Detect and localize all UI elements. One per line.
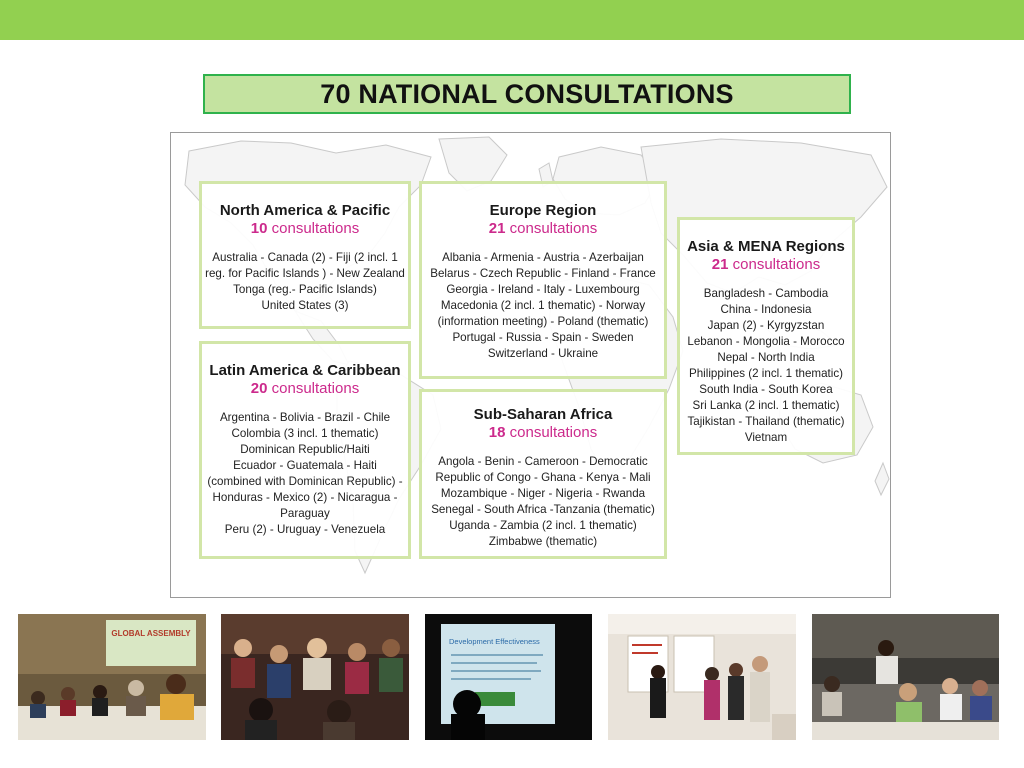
slide-title-box <box>203 74 851 114</box>
count-number: 18 <box>488 424 506 441</box>
country-line: Senegal - South Africa -Tanzania (thematic) <box>431 503 655 516</box>
region-count <box>422 220 664 238</box>
photo-flipchart-session <box>608 614 796 740</box>
country-line: Georgia - Ireland - Italy - Luxembourg <box>446 283 640 296</box>
region-count <box>202 220 408 238</box>
country-line: Australia - Canada (2) - Fiji (2 incl. 1 <box>212 251 398 264</box>
country-line: (combined with Dominican Republic) - <box>207 475 403 488</box>
country-line: Lebanon - Mongolia - Morocco <box>687 335 845 348</box>
count-number: 20 <box>250 380 268 397</box>
count-suffix: consultations <box>505 424 598 441</box>
photo-panel-discussion <box>18 614 206 740</box>
country-line: Portugal - Russia - Spain - Sweden <box>452 331 634 344</box>
country-line: Ecuador - Guatemala - Haiti <box>233 459 377 472</box>
country-list <box>202 250 408 314</box>
count-suffix: consultations <box>728 256 821 273</box>
region-name: Latin America & Caribbean <box>209 362 401 379</box>
region-europe <box>419 181 667 379</box>
region-name: Asia & MENA Regions <box>687 238 845 255</box>
country-line: Japan (2) - Kyrgyzstan <box>707 319 825 332</box>
country-line: Sri Lanka (2 incl. 1 thematic) <box>692 399 840 412</box>
country-line: Uganda - Zambia (2 incl. 1 thematic) <box>449 519 637 532</box>
top-accent-bar <box>0 0 1024 40</box>
photo-presentation-slide <box>425 614 592 740</box>
count-number: 21 <box>488 220 506 237</box>
count-number: 21 <box>711 256 729 273</box>
country-line: Switzerland - Ukraine <box>487 347 599 360</box>
region-sub-saharan-africa <box>419 389 667 559</box>
country-list <box>202 410 408 538</box>
country-line: Vietnam <box>744 431 788 444</box>
country-line: (information meeting) - Poland (thematic) <box>437 315 649 328</box>
region-name: North America & Pacific <box>219 202 391 219</box>
count-suffix: consultations <box>267 380 360 397</box>
count-number: 10 <box>250 220 268 237</box>
country-line: Angola - Benin - Cameroon - Democratic <box>438 455 648 468</box>
country-line: Nepal - North India <box>717 351 815 364</box>
region-asia-mena <box>677 217 855 455</box>
country-list <box>422 250 664 362</box>
photo-group-discussion <box>221 614 409 740</box>
world-map-panel <box>170 132 891 598</box>
banner-text: GLOBAL ASSEMBLY <box>111 629 191 638</box>
region-count <box>202 380 408 398</box>
region-north-america-pacific <box>199 181 411 329</box>
country-list <box>422 454 664 550</box>
count-suffix: consultations <box>267 220 360 237</box>
photo-plenary-audience <box>812 614 999 740</box>
region-latin-america-caribbean <box>199 341 411 559</box>
country-line: Philippines (2 incl. 1 thematic) <box>688 367 843 380</box>
slide-heading: Development Effectiveness <box>449 637 540 646</box>
country-line: Paraguay <box>280 507 330 520</box>
region-name: Europe Region <box>489 202 597 219</box>
country-line: Belarus - Czech Republic - Finland - France <box>430 267 656 280</box>
country-line: Mozambique - Niger - Nigeria - Rwanda <box>440 487 646 500</box>
country-line: Colombia (3 incl. 1 thematic) <box>231 427 379 440</box>
country-line: Albania - Armenia - Austria - Azerbaijan <box>442 251 644 264</box>
country-line: China - Indonesia <box>720 303 812 316</box>
country-line: United States (3) <box>261 299 349 312</box>
country-line: Dominican Republic/Haiti <box>240 443 370 456</box>
country-line: Republic of Congo - Ghana - Kenya - Mali <box>435 471 651 484</box>
country-line: Macedonia (2 incl. 1 thematic) - Norway <box>440 299 646 312</box>
country-line: South India - South Korea <box>699 383 833 396</box>
region-count <box>422 424 664 442</box>
slide-title: 70 NATIONAL CONSULTATIONS <box>320 78 734 109</box>
country-line: Honduras - Mexico (2) - Nicaragua - <box>212 491 398 504</box>
count-suffix: consultations <box>505 220 598 237</box>
region-name: Sub-Saharan Africa <box>473 406 613 423</box>
country-list <box>680 286 852 446</box>
country-line: Argentina - Bolivia - Brazil - Chile <box>219 411 391 424</box>
country-line: reg. for Pacific Islands ) - New Zealand <box>205 267 405 280</box>
country-line: Bangladesh - Cambodia <box>703 287 829 300</box>
country-line: Tonga (reg.- Pacific Islands) <box>233 283 377 296</box>
region-count <box>680 256 852 274</box>
country-line: Peru (2) - Uruguay - Venezuela <box>224 523 386 536</box>
country-line: Zimbabwe (thematic) <box>488 535 598 548</box>
country-line: Tajikistan - Thailand (thematic) <box>687 415 845 428</box>
